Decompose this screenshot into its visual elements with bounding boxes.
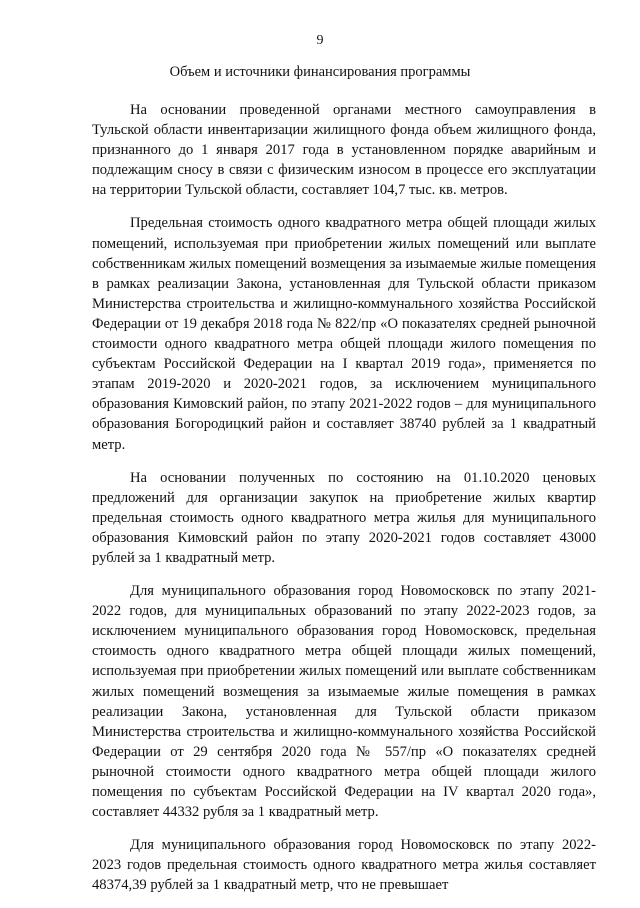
document-body [92,100,596,908]
paragraph-max-cost-2019: Предельная стоимость одного квадратного метра общей площади жилых помещений, используемая при приобретении жилых помещений или выплате собственникам жилых помещений возмещения за изымаемые жилые помещения в рамках реализации Закона, установленная для Тульской области приказом Министерства строительства и жилищно-коммунального хозяйства Российской Федерации от 19 декабря 2018 года № 822/пр «О показателях средней рыночной стоимости одного квадратного метра общей площади жилого помещения по субъектам Российской Федерации на I квартал 2019 года», применяется по этапам 2019-2020 и 2020-2021 годов, за исключением муниципального образования Кимовский район, по этапу 2021-2022 годов – для муниципального образования Богородицкий район и составляет 38740 рублей за 1 квадратный метр. [92,215,596,453]
section-title: Объем и источники финансирования программы [169,64,471,80]
paragraph-inventory-volume: На основании проведенной органами местного самоуправления в Тульской области инвентаризации жилищного фонда объем жилищного фонда, признанного до 1 января 2017 года в установленном порядке аварийным и подлежащим сносу в связи с физическим износом в процессе его эксплуатации на территории Тульской области, составляет 104,7 тыс. кв. метров. [92,102,596,199]
page-number: 9 [316,33,324,48]
paragraph-novomoskovsk-cost-2020: Для муниципального образования город Новомосковск по этапу 2021-2022 годов, для муниципальных образований по этапу 2022-2023 годов, за исключением муниципального образования город Новомосковск, предельная стоимость одного квадратного метра общей площади жилых помещений, используемая при приобретении жилых помещений или выплате собственникам жилых помещений возмещения за изымаемые жилые помещения в рамках реализации Закона, установленная для Тульской области приказом Министерства строительства и жилищно-коммунального хозяйства Российской Федерации от 29 сентября 2020 года № 557/пр «О показателях средней рыночной стоимости одного квадратного метра общей площади жилого помещения по субъектам Российской Федерации на IV квартал 2020 года», составляет 44332 рубля за 1 квадратный метр. [92,583,596,821]
paragraph-novomoskovsk-cost-2022: Для муниципального образования город Новомосковск по этапу 2022-2023 годов предельная стоимость одного квадратного метра жилья составляет 48374,39 рублей за 1 квадратный метр, что не превышает [92,837,596,894]
paragraph-kimovsky-cost: На основании полученных по состоянию на 01.10.2020 ценовых предложений для организации закупок на приобретение жилых квартир предельная стоимость одного квадратного метра жилья для муниципального образования Кимовский район по этапу 2020-2021 годов составляет 43000 рублей за 1 квадратный метр. [92,469,596,566]
